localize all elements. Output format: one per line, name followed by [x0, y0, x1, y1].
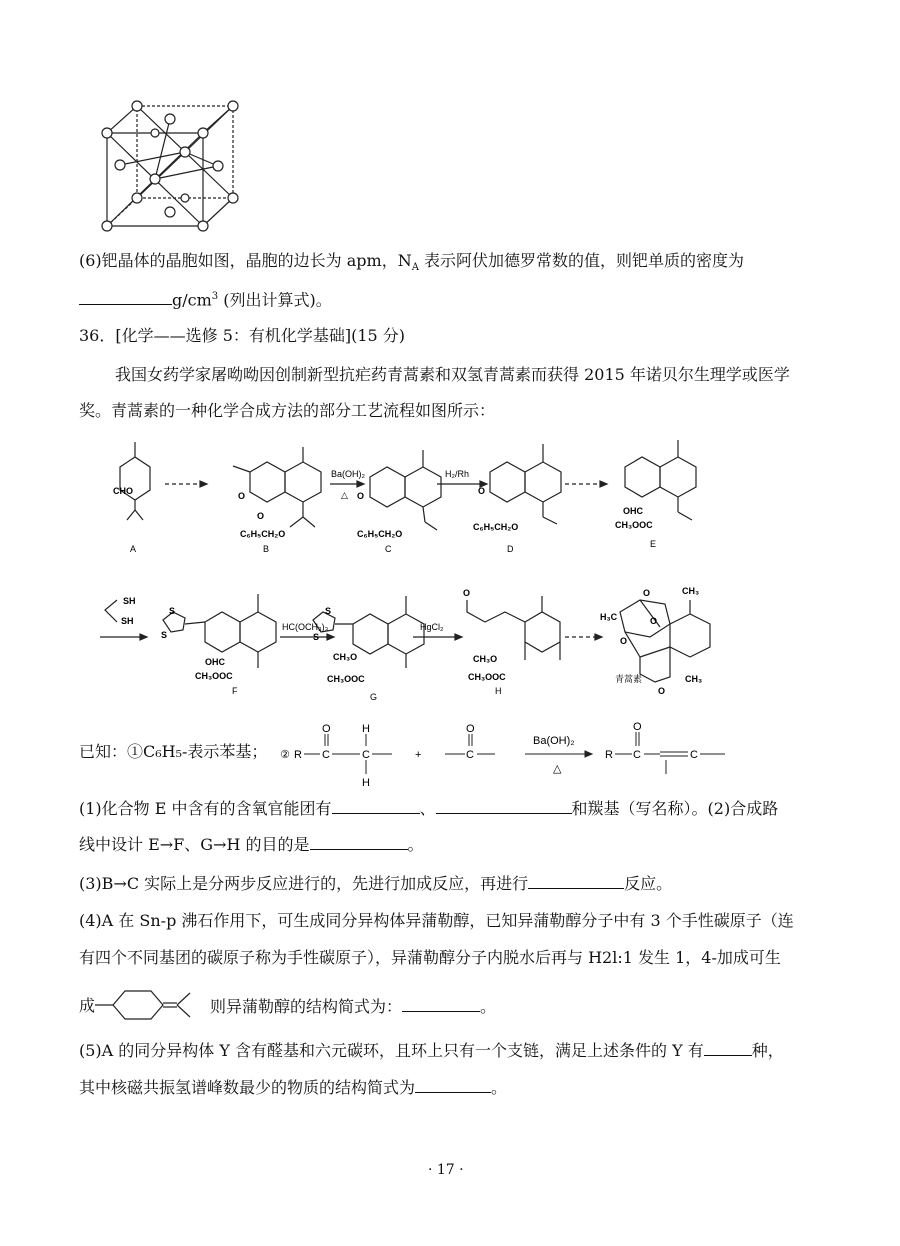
known-prefix: 已知：①C₆H₅-表示苯基； — [79, 742, 268, 761]
svg-text:C: C — [385, 544, 392, 554]
q3-line: (3)B→C 实际上是分两步反应进行的，先进行加成反应，再进行 反应。 — [79, 874, 673, 893]
q36-intro-line2: 奖。青蒿素的一种化学合成方法的部分工艺流程如图所示： — [79, 401, 496, 420]
q4-line3a: 成 — [79, 996, 96, 1015]
svg-text:C: C — [362, 749, 370, 761]
svg-text:青蒿素: 青蒿素 — [615, 674, 643, 684]
svg-text:S: S — [161, 630, 168, 640]
answer-blank-q3[interactable] — [528, 872, 624, 889]
svg-text:CH₃O: CH₃O — [473, 654, 498, 664]
answer-blank-q4[interactable] — [402, 995, 480, 1012]
svg-text:HgCl₂: HgCl₂ — [420, 622, 444, 632]
svg-text:C₆H₅CH₂O: C₆H₅CH₂O — [240, 529, 286, 539]
svg-text:O: O — [357, 491, 365, 501]
svg-text:G: G — [370, 692, 378, 702]
svg-text:OHC: OHC — [205, 657, 225, 667]
svg-text:CH₃: CH₃ — [682, 586, 700, 596]
svg-text:CH₃O: CH₃O — [333, 652, 358, 662]
svg-text:SH: SH — [123, 596, 136, 606]
svg-text:C: C — [690, 749, 698, 761]
scheme-row2 — [95, 582, 755, 707]
svg-text:△: △ — [341, 490, 348, 500]
answer-blank-q1a[interactable] — [332, 797, 420, 814]
q5-line2: 其中核磁共振氢谱峰数最少的物质的结构简式为 。 — [79, 1078, 508, 1097]
svg-text:△: △ — [553, 763, 562, 775]
svg-text:H₃C: H₃C — [600, 612, 618, 622]
svg-text:S: S — [325, 606, 332, 616]
svg-text:O: O — [658, 686, 666, 696]
svg-text:B: B — [263, 544, 270, 554]
svg-text:D: D — [507, 544, 514, 554]
page-number: · 17 · — [428, 1162, 464, 1178]
answer-blank-q2[interactable] — [310, 833, 408, 850]
answer-blank-q5b[interactable] — [415, 1076, 491, 1093]
svg-text:R: R — [294, 749, 302, 761]
svg-text:SH: SH — [121, 616, 134, 626]
q1-line1: (1)化合物 E 中含有的含氧官能团有 、 和羰基（写名称）。(2)合成路 — [79, 799, 779, 818]
svg-text:O: O — [478, 486, 486, 496]
svg-text:A: A — [130, 544, 137, 554]
svg-text:O: O — [650, 616, 658, 626]
q4-line2: 有四个不同基团的碳原子称为手性碳原子），异蒲勒醇分子内脱水后再与 H2l:1 发生 1，4-加成可生 — [79, 948, 781, 967]
q6-line2: $g/cm^3$ (列出计算式)。 — [79, 286, 332, 311]
svg-text:HC(OCH₃)₃: HC(OCH₃)₃ — [282, 622, 329, 632]
svg-text:S: S — [313, 632, 320, 642]
q1-line2: 线中设计 E→F、G→H 的目的是 。 — [79, 835, 424, 854]
q4-line1: (4)A 在 Sn-p 沸石作用下，可生成同分异构体异蒲勒醇，已知异蒲勒醇分子中有 3 个手性碳原子（连 — [79, 911, 794, 930]
svg-text:Ba(OH)₂: Ba(OH)₂ — [533, 735, 575, 747]
svg-text:O: O — [466, 723, 475, 735]
svg-text:+: + — [415, 749, 422, 761]
svg-text:O: O — [633, 721, 642, 733]
svg-text:C₆H₅CH₂O: C₆H₅CH₂O — [473, 522, 519, 532]
svg-text:CH₃OOC: CH₃OOC — [327, 674, 365, 684]
svg-text:C₆H₅CH₂O: C₆H₅CH₂O — [357, 529, 403, 539]
svg-text:CH₃: CH₃ — [685, 674, 703, 684]
q4-line3b: 则异蒲勒醇的结构简式为： 。 — [210, 997, 497, 1016]
svg-text:CH₃OOC: CH₃OOC — [468, 672, 506, 682]
known-reaction — [280, 720, 750, 790]
svg-text:C: C — [322, 749, 330, 761]
answer-blank-q5a[interactable] — [704, 1039, 752, 1056]
svg-text:H₂/Rh: H₂/Rh — [445, 469, 469, 479]
svg-text:O: O — [463, 588, 471, 598]
svg-text:O: O — [620, 636, 628, 646]
svg-text:S: S — [169, 606, 176, 616]
svg-text:②: ② — [280, 749, 290, 761]
q6-line1: (6)钯晶体的晶胞如图，晶胞的边长为 apm，$N_A$ 表示阿伏加德罗常数的值，则钯单质的密度为 — [79, 251, 745, 274]
svg-text:O: O — [643, 588, 651, 598]
svg-text:H: H — [362, 723, 370, 735]
scheme-row1 — [95, 432, 775, 567]
svg-text:C: C — [633, 749, 641, 761]
svg-text:CH₃OOC: CH₃OOC — [195, 671, 233, 681]
unit-cell-figure — [95, 98, 250, 233]
svg-text:H: H — [495, 686, 502, 696]
svg-text:Ba(OH)₂: Ba(OH)₂ — [331, 469, 365, 479]
svg-text:O: O — [257, 511, 265, 521]
svg-text:F: F — [232, 686, 238, 696]
answer-blank-q1b[interactable] — [436, 797, 572, 814]
q36-intro-line1: 我国女药学家屠呦呦因创制新型抗疟药青蒿素和双氢青蒿素而获得 2015 年诺贝尔生理学或医学 — [115, 365, 790, 384]
svg-text:O: O — [238, 491, 246, 501]
svg-text:O: O — [322, 723, 331, 735]
svg-text:C: C — [466, 749, 474, 761]
svg-text:CH₃OOC: CH₃OOC — [615, 520, 653, 530]
answer-blank-density[interactable] — [79, 288, 172, 305]
svg-text:H: H — [362, 777, 370, 789]
svg-text:CHO: CHO — [113, 486, 133, 496]
svg-text:R: R — [605, 749, 613, 761]
q5-line1: (5)A 的同分异构体 Y 含有醛基和六元碳环，且环上只有一个支链，满足上述条件的 Y 有 种， — [79, 1041, 784, 1060]
q36-header: 36．[化学——选修 5：有机化学基础](15 分) — [79, 326, 406, 345]
svg-text:OHC: OHC — [623, 506, 643, 516]
q4-product-structure — [95, 985, 205, 1025]
svg-text:E: E — [650, 539, 657, 549]
